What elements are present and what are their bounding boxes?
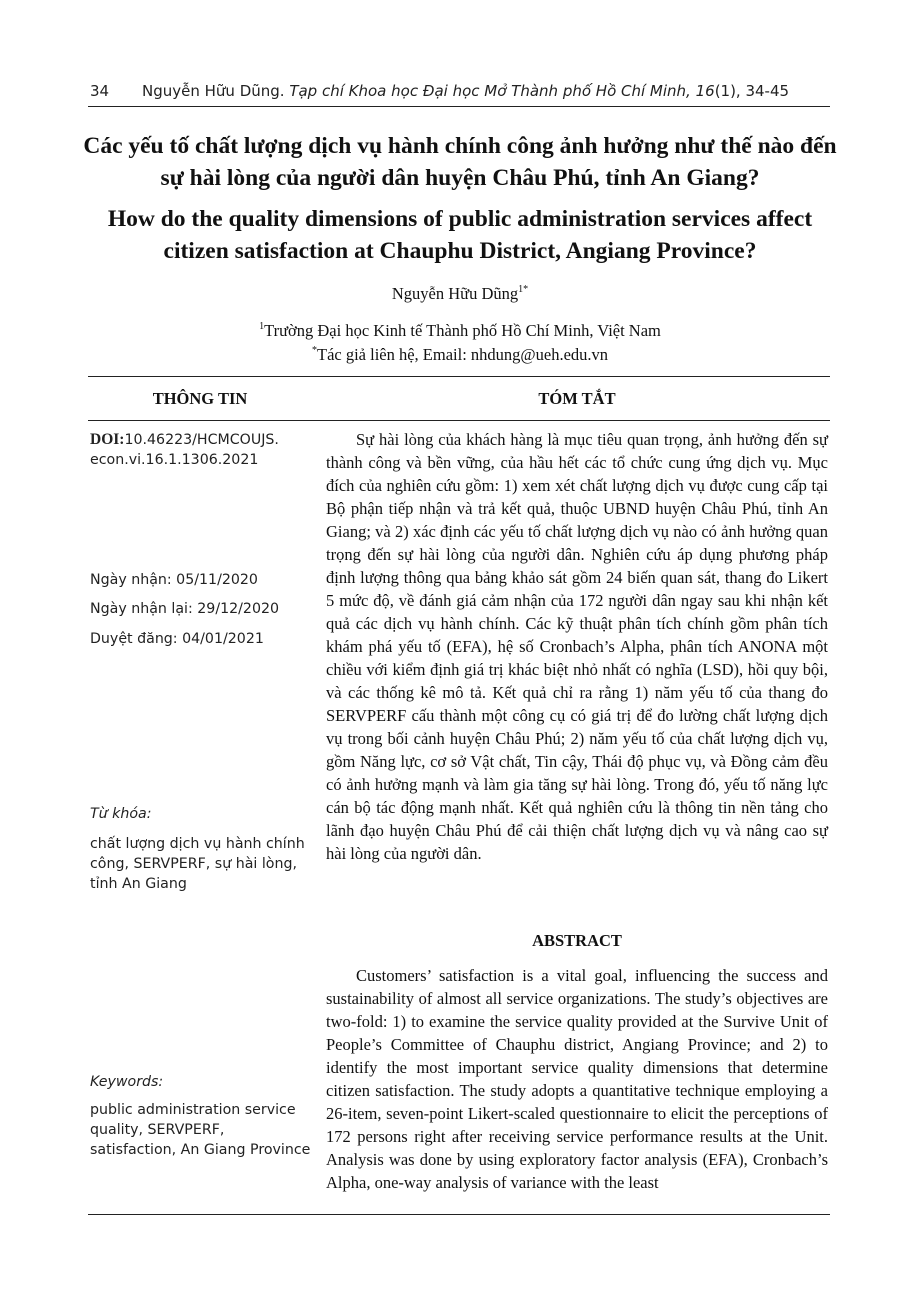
affiliation-text: Trường Đại học Kinh tế Thành phố Hồ Chí Minh, Việt Nam [264,321,661,340]
keywords-en-label: Keywords: [90,1074,164,1090]
title-english: How do the quality dimensions of public administration services affect citizen satisfaction at Chauphu District, Angiang Province? [107,206,813,264]
date-accepted: Duyệt đăng: 04/01/2021 [90,631,264,647]
abstract-heading: ABSTRACT [532,931,622,950]
contact [80,345,840,365]
keywords-vi: chất lượng dịch vụ hành chính công, SERVPERF, sự hài lòng, tỉnh An Giang [90,836,305,892]
date-revised: Ngày nhận lại: 29/12/2020 [90,601,280,617]
affiliation-mark: 1 [259,321,265,332]
keywords-vi-label: Từ khóa: [90,806,152,822]
affiliation [80,321,840,341]
abstract-english: Customers’ satisfaction is a vital goal, influencing the success and sustainability of almost all service organizations. The study’s objectives are two-fold: 1) to examine the service quality provided at the Survive Unit of People’s Committee of Chauphu district, Angiang Province; and 2) to identify the most important service quality dimensions that determine citizen satisfaction. The study adopts a quantitative technique employing a 26-item, seven-point Likert-scaled questionnaire to elicit the perceptions of 172 persons right after receiving service performance results at the Unit. Analysis was done by using exploratory factor analysis (EFA), Cronbach’s Alpha, one-way analysis of variance with the least [326,966,828,1192]
contact-text: Tác giả liên hệ, Email: nhdung@ueh.edu.vn [316,345,609,364]
info-column-heading: THÔNG TIN [152,389,248,408]
running-head-author: Nguyễn Hữu Dũng. [142,82,285,100]
page-number: 34 [90,82,110,100]
summary-column-heading: TÓM TẮT [538,389,616,408]
journal-issue: (1), 34-45 [714,82,790,100]
date-received: Ngày nhận: 05/11/2020 [90,572,258,588]
summary-vietnamese: Sự hài lòng của khách hàng là mục tiêu quan trọng, ảnh hưởng đến sự thành công và bền vững, của hầu hết các tổ chức cung ứng dịch vụ. Mục đích của nghiên cứu gồm: 1) xem xét chất lượng dịch vụ được cung cấp tại Bộ phận tiếp nhận và trả kết quả, thuộc UBND huyện Châu Phú, tỉnh An Giang; và 2) xác định các yếu tố chất lượng dịch vụ nào có ảnh hưởng quan trọng đến sự hài lòng của người dân. Nghiên cứu áp dụng phương pháp định lượng thông qua bảng khảo sát gồm 24 biến quan sát, thang đo Likert 5 mức độ, về đánh giá cảm nhận của 172 người dân ngay sau khi nhận kết quả các dịch vụ hành chính. Các kỹ thuật phân tích chính gồm phân tích khám phá yếu tố (EFA), hệ số Cronbach’s Alpha, phân tích ANONA một chiều với kiểm định giá trị khác biệt nhỏ nhất có nghĩa (LSD), hồi quy bội, và các thống kê mô tả. Kết quả chỉ ra rằng 1) năm yếu tố của thang đo SERVPERF cấu thành một công cụ có giá trị để đo lường chất lượng dịch vụ trong bối cảnh huyện Châu Phú; 2) năm yếu tố của chất lượng dịch vụ, gồm Năng lực, cơ sở Vật chất, Tin cậy, Thái độ phục vụ, và Đồng cảm đều có ảnh hưởng mạnh và làm gia tăng sự hài lòng. Trong đó, yếu tố năng lực cán bộ tác động mạnh nhất. Kết quả nghiên cứu là thông tin nền tảng cho lãnh đạo huyện Châu Phú để cải thiện chất lượng dịch vụ và nâng cao sự hài lòng của người dân. [326,430,828,863]
doi-label: DOI: [90,431,125,448]
title-vietnamese: Các yếu tố chất lượng dịch vụ hành chính công ảnh hưởng như thế nào đến sự hài lòng của người dân huyện Châu Phú, tỉnh An Giang? [83,133,837,191]
author-line [80,284,840,304]
column-header-top-rule [88,376,830,377]
author-name: Nguyễn Hữu Dũng [391,284,519,303]
doi [90,430,315,470]
keywords-en: public administration service quality, SERVPERF, satisfaction, An Giang Province [90,1102,311,1158]
column-header-bottom-rule [88,420,830,421]
contact-mark: * [311,345,317,356]
header-rule [88,106,830,107]
doi-value: 10.46223/HCMCOUJS. econ.vi.16.1.1306.2021 [90,432,279,468]
footer-rule [88,1214,830,1215]
author-marks: 1* [518,284,529,295]
running-head [90,82,830,100]
journal-name: Tạp chí Khoa học Đại học Mở Thành phố Hồ Chí Minh, 16 [289,82,715,100]
